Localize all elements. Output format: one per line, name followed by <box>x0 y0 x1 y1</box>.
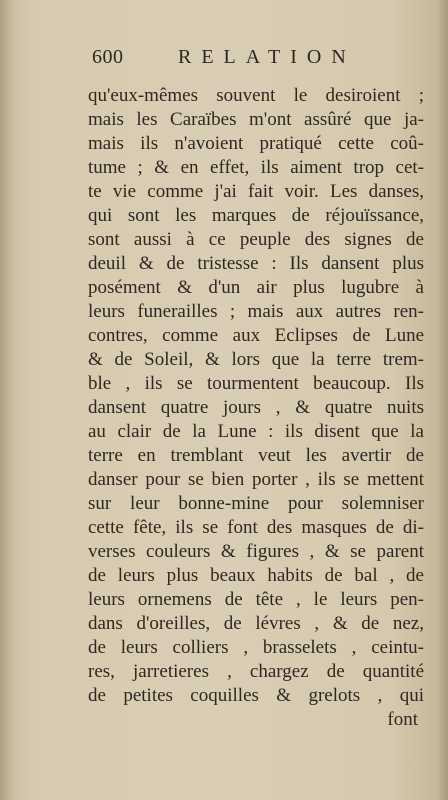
body-text <box>88 84 424 730</box>
running-title: RELATION <box>178 46 356 68</box>
catchword: font <box>387 709 418 730</box>
text-line: au clair de la Lune : ils disent que la <box>88 421 424 442</box>
page-number: 600 <box>92 46 124 68</box>
text-line: mais ils n'avoient pratiqué cette coû- <box>88 133 424 154</box>
text-line: cette fête, ils se font des masques de di- <box>88 517 424 538</box>
text-line: tume ; & en effet, ils aiment trop cet- <box>88 157 424 178</box>
text-line: leurs ornemens de tête , le leurs pen- <box>88 589 424 610</box>
text-line: deuil & de tristesse : Ils dansent plus <box>88 253 424 274</box>
text-line: dansent quatre jours , & quatre nuits <box>88 397 424 418</box>
text-line: terre en tremblant veut les avertir de <box>88 445 424 466</box>
text-line: res, jarretieres , chargez de quantité <box>88 661 424 682</box>
text-line: contres, comme aux Eclipses de Lune <box>88 325 424 346</box>
text-line: dans d'oreilles, de lévres , & de nez, <box>88 613 424 634</box>
gutter-shadow <box>0 0 14 800</box>
text-line: posément & d'un air plus lugubre à <box>88 277 424 298</box>
text-line: sur leur bonne-mine pour solemniser <box>88 493 424 514</box>
running-head <box>92 46 408 78</box>
text-line: te vie comme j'ai fait voir. Les danses, <box>88 181 424 202</box>
text-line: danser pour se bien porter , ils se mettent <box>88 469 424 490</box>
text-line: de leurs plus beaux habits de bal , de <box>88 565 424 586</box>
text-line: & de Soleil, & lors que la terre trem- <box>88 349 424 370</box>
text-line: leurs funerailles ; mais aux autres ren- <box>88 301 424 322</box>
text-line: sont aussi à ce peuple des signes de <box>88 229 424 250</box>
text-line: qu'eux-mêmes souvent le desiroient ; <box>88 85 424 106</box>
text-line: mais les Caraïbes m'ont assûré que ja- <box>88 109 424 130</box>
text-line: de petites coquilles & grelots , qui <box>88 685 424 706</box>
page-edge-shadow <box>436 0 448 800</box>
text-line: qui sont les marques de réjouïssance, <box>88 205 424 226</box>
text-line: verses couleurs & figures , & se parent <box>88 541 424 562</box>
text-line: ble , ils se tourmentent beaucoup. Ils <box>88 373 424 394</box>
text-line: de leurs colliers , brasselets , ceintu- <box>88 637 424 658</box>
